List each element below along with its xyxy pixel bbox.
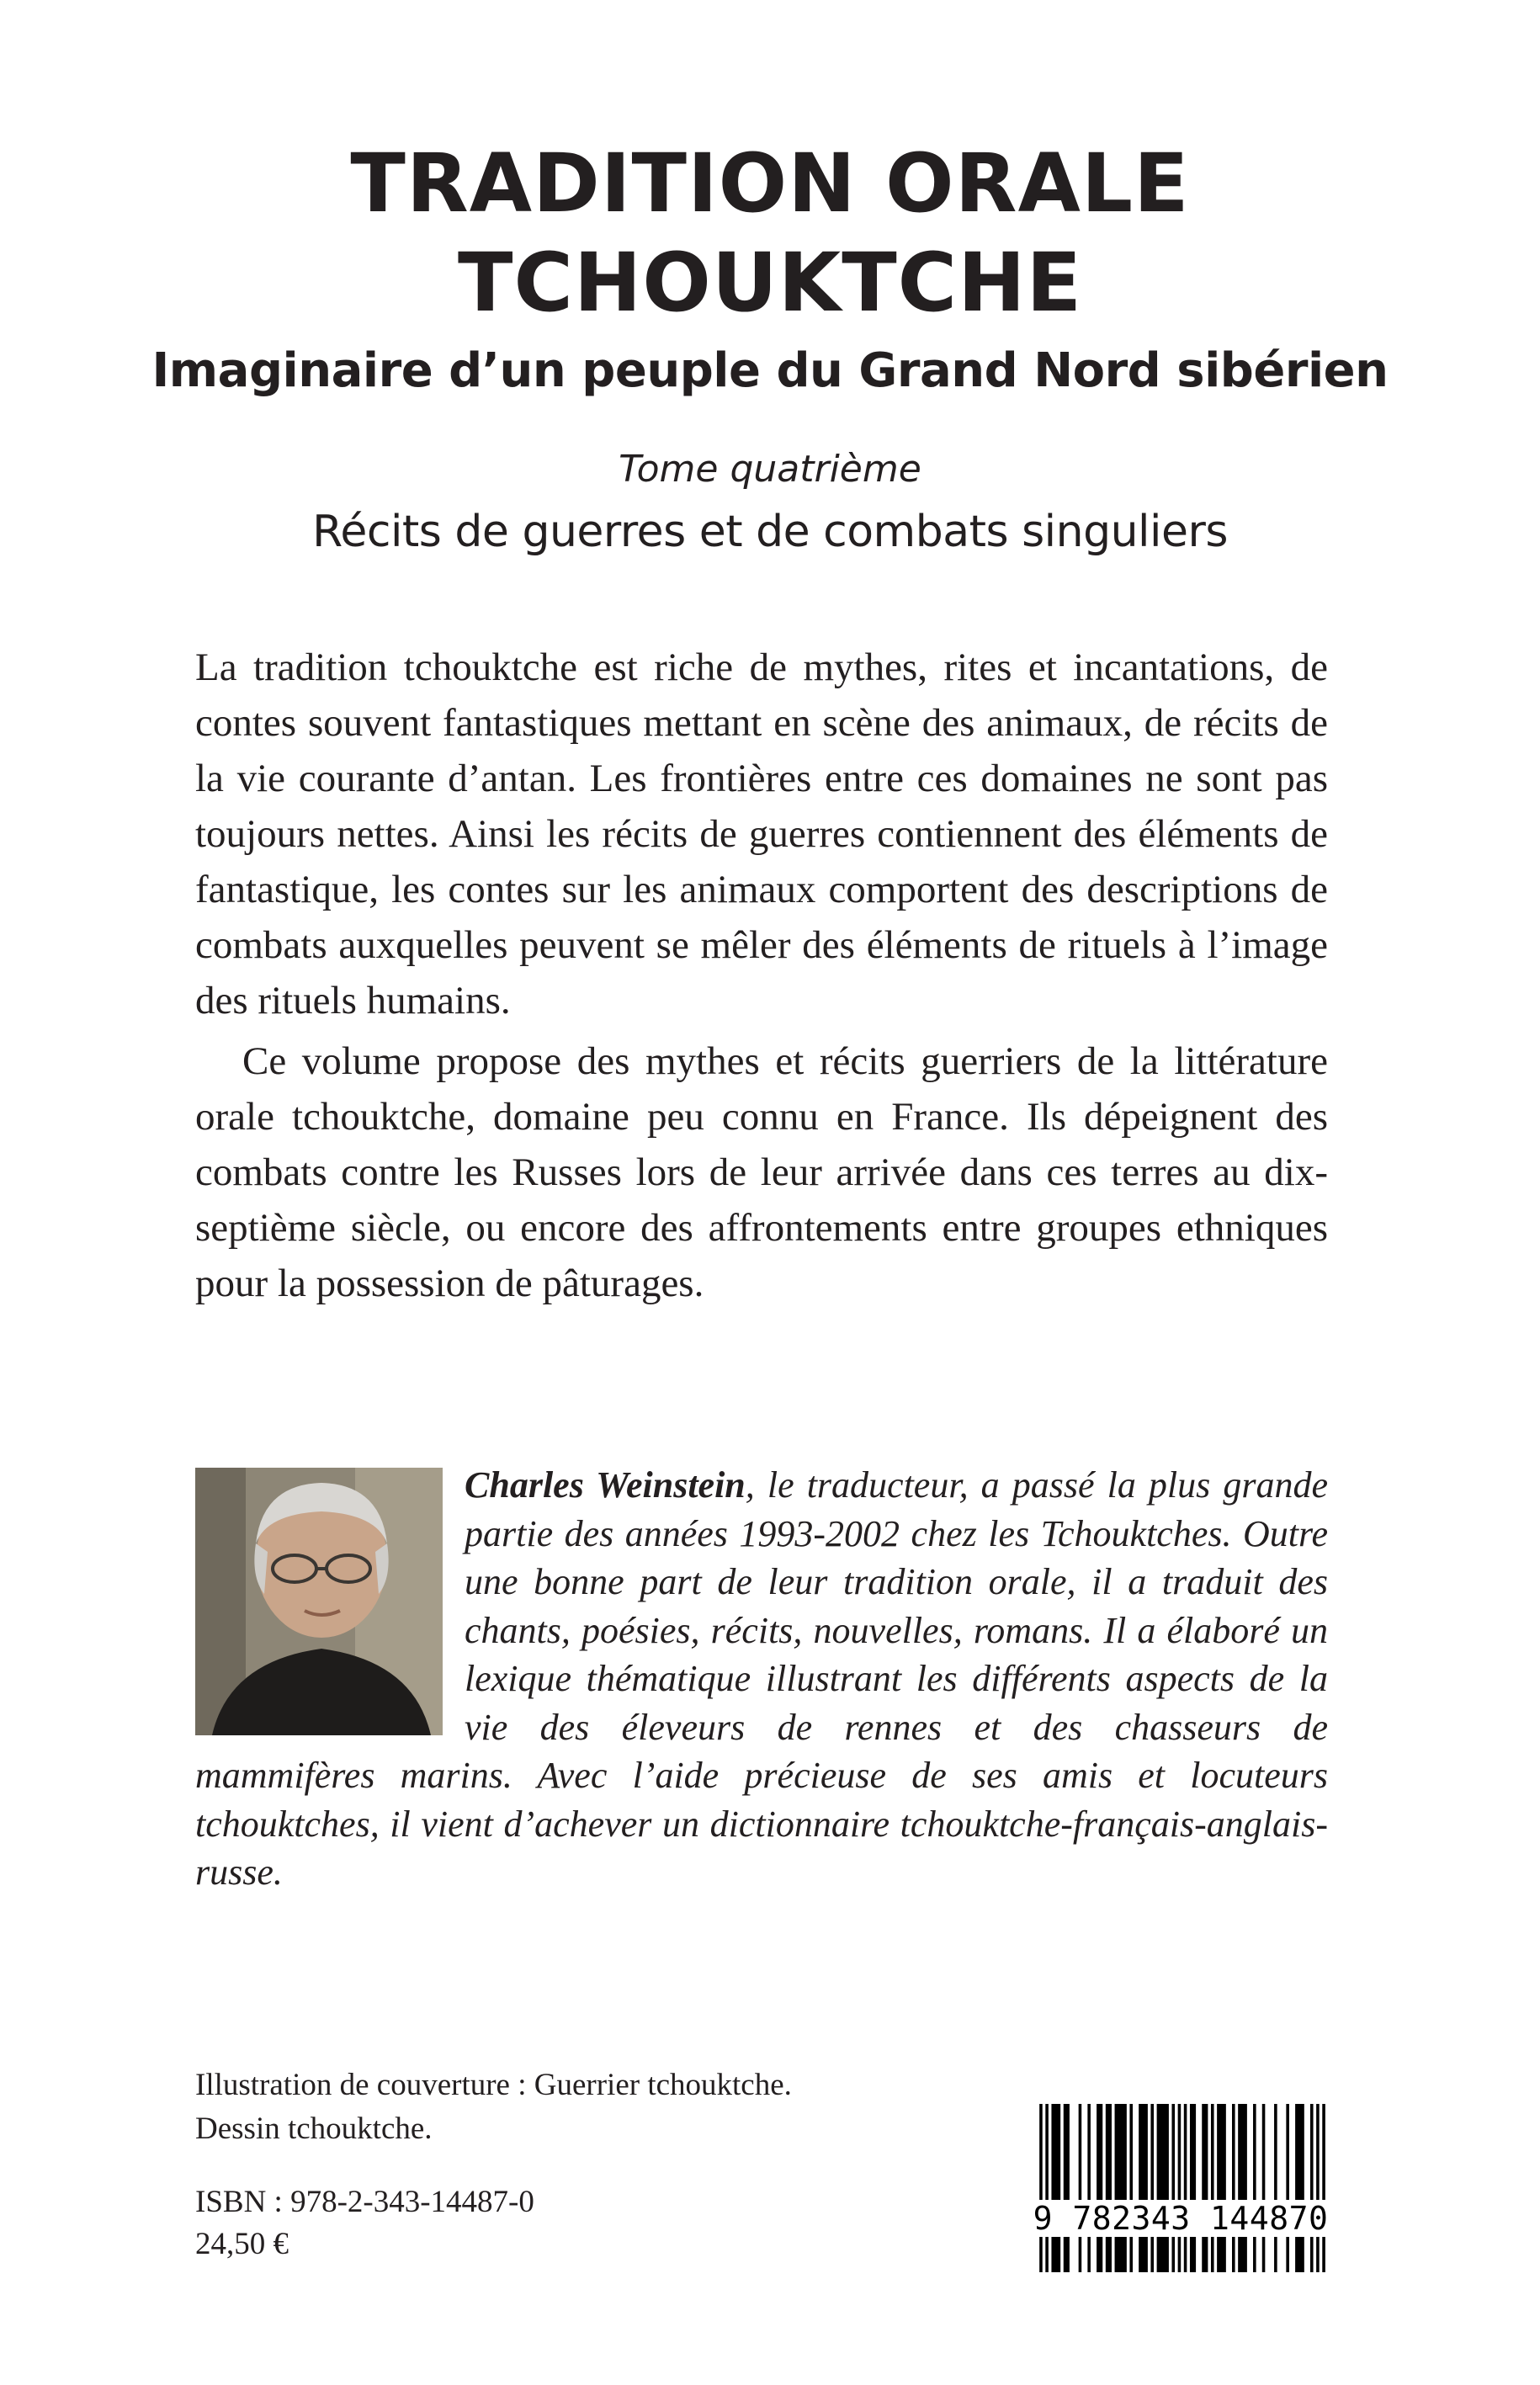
- barcode-bar: [1087, 2104, 1091, 2272]
- barcode-bar: [1045, 2104, 1049, 2272]
- barcode-bar: [1129, 2104, 1133, 2272]
- tome-label: Tome quatrième: [619, 448, 921, 491]
- barcode-bar: [1178, 2104, 1182, 2272]
- book-title-line-2: TCHOUKTCHE: [457, 236, 1083, 330]
- volume-subtitle: Récits de guerres et de combats singuliers: [312, 507, 1228, 557]
- author-name: Charles Weinstein: [465, 1464, 746, 1506]
- barcode-bars: [1033, 2104, 1331, 2272]
- barcode-bar: [1106, 2104, 1112, 2272]
- barcode-bar: [1064, 2104, 1070, 2272]
- barcode-bar: [1051, 2104, 1060, 2272]
- barcode-bar: [1202, 2104, 1208, 2272]
- barcode-bar: [1097, 2104, 1102, 2272]
- barcode-bar: [1274, 2104, 1277, 2272]
- blurb: [195, 640, 1328, 1316]
- barcode-bar: [1079, 2104, 1082, 2272]
- barcode-bar: [1262, 2104, 1266, 2272]
- credits-line-1: Illustration de couverture : Guerrier tchouktche.: [195, 2068, 792, 2102]
- barcode-bar: [1316, 2104, 1320, 2272]
- cover-credits: [195, 2064, 792, 2151]
- blurb-paragraph-1: La tradition tchouktche est riche de mythes, rites et incantations, de contes souvent fantastiques mettant en scène des animaux, de récits de la vie courante d’antan. Les frontières entre ces domaines ne sont pas toujours nettes. Ainsi les récits de guerres contiennent des éléments de fantastique, les contes sur les animaux comportent des descriptions de combats auxquelles peuvent se mêler des éléments de rituels à l’image des rituels humains.: [195, 645, 1328, 1023]
- barcode-bar: [1115, 2104, 1127, 2272]
- barcode-bar: [1139, 2104, 1148, 2272]
- barcode-bar: [1184, 2104, 1187, 2272]
- credits-line-2: Dessin tchouktche.: [195, 2111, 433, 2146]
- barcode-bar: [1322, 2104, 1325, 2272]
- barcode-bar: [1171, 2104, 1175, 2272]
- barcode-bar: [1150, 2104, 1154, 2272]
- barcode-bar: [1295, 2104, 1304, 2272]
- barcode-bar: [1039, 2104, 1043, 2272]
- barcode-bar: [1286, 2104, 1289, 2272]
- barcode-digits: 9 782343 144870: [1025, 2200, 1336, 2237]
- author-bio-text: , le traducteur, a passé la plus grande partie des années 1993-2002 chez les Tchouktches. Outre une bonne part de leur tradition orale, il a traduit des chants, poésies, récits, nouvelles, romans. Il a élaboré un lexique thématique illustrant les différents aspects de la vie des éleveurs de rennes et des chasseurs de mammifères marins. Avec l’aide précieuse de ses amis et locuteurs tchouktches, il vient d’achever un dictionnaire tchouktche-français-anglais-russe.: [195, 1464, 1328, 1893]
- barcode-bar: [1190, 2104, 1196, 2272]
- author-bio: [195, 1461, 1328, 1897]
- barcode-bar: [1157, 2104, 1169, 2272]
- barcode: [1033, 2104, 1331, 2272]
- barcode-bar: [1253, 2104, 1256, 2272]
- barcode-bar: [1238, 2104, 1247, 2272]
- barcode-bar: [1310, 2104, 1314, 2272]
- barcode-bar: [1232, 2104, 1235, 2272]
- isbn: ISBN : 978-2-343-14487-0: [195, 2185, 534, 2219]
- book-subtitle: Imaginaire d’un peuple du Grand Nord sibérien: [151, 343, 1389, 398]
- price: 24,50 €: [195, 2227, 289, 2261]
- barcode-bar: [1211, 2104, 1214, 2272]
- book-title-line-1: TRADITION ORALE: [350, 136, 1190, 231]
- blurb-paragraph-2: Ce volume propose des mythes et récits guerriers de la littérature orale tchouktche, domaine peu connu en France. Ils dépeignent des combats contre les Russes lors de leur arrivée dans ces terres au dix-septième siècle, ou encore des affrontements entre groupes ethniques pour la possession de pâturages.: [195, 1039, 1328, 1305]
- barcode-bar: [1217, 2104, 1226, 2272]
